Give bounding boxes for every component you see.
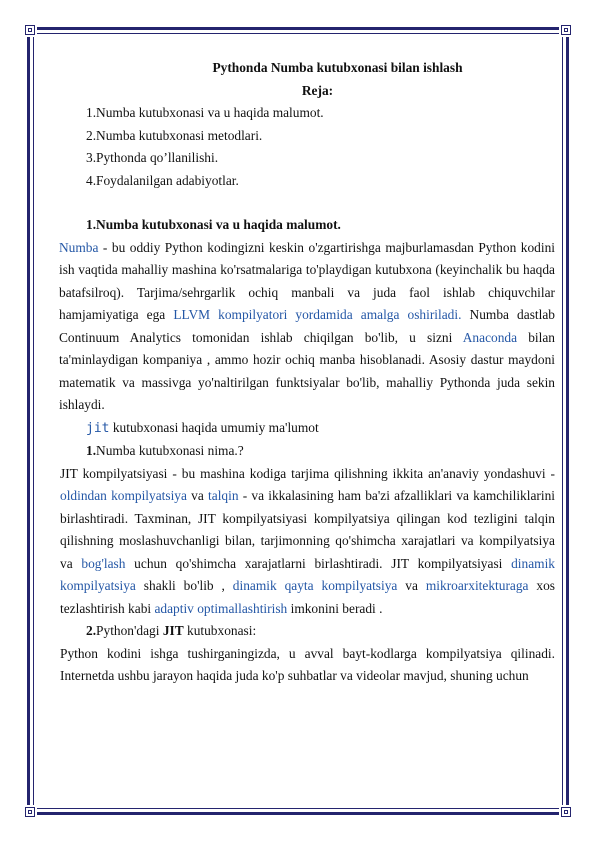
border-corner-ornament bbox=[23, 805, 37, 819]
link-oldindan-kompilyatsiya[interactable]: oldindan kompilyatsiya bbox=[60, 488, 187, 503]
border-corner-ornament bbox=[559, 805, 573, 819]
plan-item: 3.Pythonda qo’llanilishi. bbox=[86, 150, 219, 165]
numba-link[interactable]: Numba bbox=[59, 239, 99, 255]
document-title: Pythonda Numba kutubxonasi bilan ishlash bbox=[212, 60, 463, 75]
subheading-numba-what: 1.Numba kutubxonasi nima.? bbox=[86, 443, 244, 458]
section-heading: 1.Numba kutubxonasi va u haqida malumot. bbox=[86, 217, 341, 232]
plan-item: 4.Foydalanilgan adabiyotlar. bbox=[86, 172, 239, 188]
plan-item: 2.Numba kutubxonasi metodlari. bbox=[86, 127, 263, 143]
link-dinamik-kompilyatsiya[interactable]: dinamik kompilyatsiya bbox=[60, 555, 555, 593]
link-dinamik-qayta-kompilyatsiya[interactable]: dinamik qayta kompilyatsiya bbox=[232, 578, 398, 593]
subheading-python-jit: 2.Python'dagi JIT kutubxonasi: bbox=[86, 623, 257, 638]
link-talqin[interactable]: talqin bbox=[208, 488, 239, 503]
plan-item: 1.Numba kutubxonasi va u haqida malumot. bbox=[86, 105, 324, 120]
link-boglash[interactable]: bog'lash bbox=[81, 555, 126, 571]
plan-label: Reja: bbox=[301, 82, 334, 98]
paragraph-numba-intro: Numba - bu oddiy Python kodingizni keskin o'zgartirishga majburlamasdan Python kodini ish vaqtida mahalliy mashina ko'rsatmalariga to'playdigan kutubxona (keyinchalik bu haqda batafsilroq). Tarjima/sehrgarlik ochiq manbali va juda faol ishlab chiquvchilar hamjamiyatiga ega LLVM kompilyatori yordamida amalga oshiriladi. Numba dastlab Continuum Analytics tomonidan ishlab chiqilgan bo'lib, u sizni Anaconda bilan ta'minlaydigan kompaniya , ammo hozir ochiq manba hisoblanadi. Asosiy dastur maydoni matematik va massivga yo'naltirilgan funktsiyalar bo'lib, mahalliy Pythonda juda sekin ishlaydi. bbox=[59, 239, 555, 412]
link-adaptiv-optimallashtirish[interactable]: adaptiv optimallashtirish bbox=[154, 600, 288, 616]
jit-code[interactable]: jit bbox=[86, 420, 110, 436]
llvm-link[interactable]: LLVM kompilyatori yordamida amalga oshiriladi. bbox=[173, 307, 462, 322]
border-corner-ornament bbox=[559, 23, 573, 37]
jit-line: jit kutubxonasi haqida umumiy ma'lumot bbox=[86, 419, 319, 436]
document-body bbox=[60, 57, 555, 688]
border-corner-ornament bbox=[23, 23, 37, 37]
anaconda-link[interactable]: Anaconda bbox=[462, 329, 518, 345]
paragraph-python-bytecode: Python kodini ishga tushirganingizda, u avval bayt-kodlarga kompilyatsiya qilinadi. Internetda ushbu jarayon haqida juda ko'p suhbatlar va videolar mavjud, shuning uchun bbox=[60, 645, 555, 683]
paragraph-jit: JIT kompilyatsiyasi - bu mashina kodiga tarjima qilishning ikkita an'anaviy yondashuvi - oldindan kompilyatsiya va talqin - va ikkalasining ham ba'zi afzalliklari va kamchiliklarini birlashtiradi. Taxminan, JIT kompilyatsiyasi kompilyatsiya qilingan kod tezligini talqin qilishning moslashuvchanligi bilan, tarjimonning qo'shimcha xarajatlari va kompilyatsiya va bog'lash uchun qo'shimcha xarajatlarni birlashtiradi. JIT kompilyatsiyasi dinamik kompilyatsiya shakli bo'lib , dinamik qayta kompilyatsiya va mikroarxitekturaga xos tezlashtirish kabi adaptiv optimallashtirish imkonini beradi . bbox=[60, 465, 555, 616]
link-mikroarxitekturaga[interactable]: mikroarxitekturaga bbox=[425, 578, 529, 593]
